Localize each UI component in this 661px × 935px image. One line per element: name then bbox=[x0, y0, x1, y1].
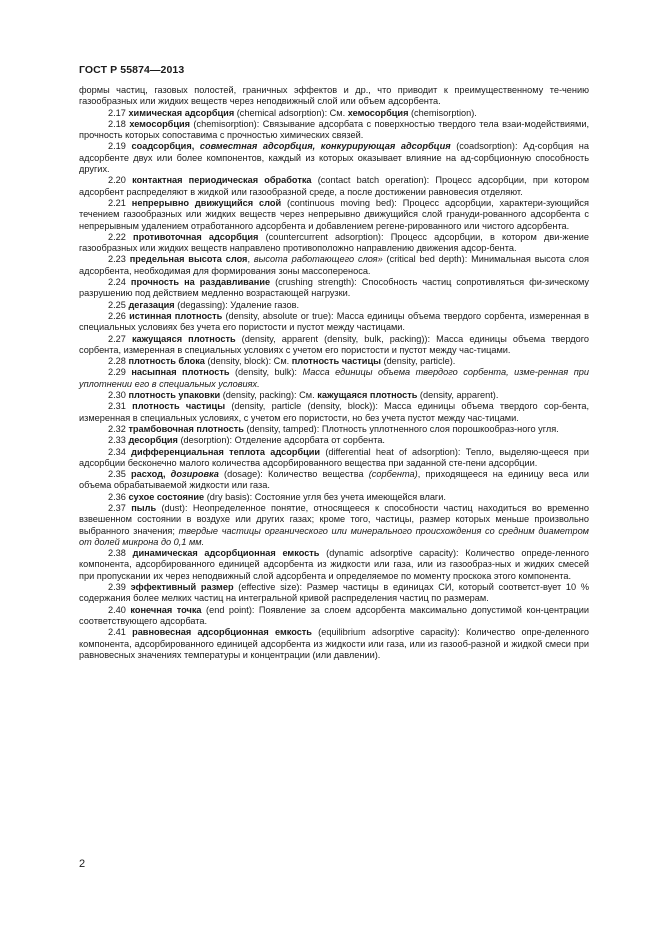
text-run: (density, particle (density, block)): Масса единицы объема твердого сор-бента, измеренная в специальных условиях, с учетом его пористости, но без учета пустот между час-тицами. bbox=[79, 401, 590, 423]
term-italic: твердые частицы органического или минерального происхождения со средним диаметром от долей микрона до 0,1 мм. bbox=[79, 525, 589, 547]
text-run: 2.27 bbox=[108, 333, 132, 344]
term-definition bbox=[79, 119, 589, 142]
text-run: 2.34 bbox=[108, 446, 132, 457]
text-run: 2.31 bbox=[108, 401, 133, 412]
term-definition bbox=[79, 605, 589, 628]
text-run: 2.36 bbox=[108, 491, 129, 502]
term-definition bbox=[79, 447, 589, 470]
term-italic: высота работающего слоя» bbox=[253, 254, 383, 265]
term-italic: (сорбента) bbox=[368, 469, 418, 480]
term-bold: динамическая адсорбционная емкость bbox=[132, 548, 320, 559]
text-run: 2.29 bbox=[108, 367, 132, 378]
text-run: (density, apparent). bbox=[417, 390, 499, 401]
term-definition bbox=[79, 367, 589, 390]
term-bold: дифференциальная теплота адсорбции bbox=[131, 446, 321, 457]
term-bold: расход, bbox=[131, 469, 171, 480]
text-run: (density, absolute or true): Масса единицы объема твердого сорбента, измеренная в специальных условиях без учета его пористости и пустот между частицами. bbox=[79, 310, 589, 333]
term-definition bbox=[79, 469, 589, 492]
text-run: 2.22 bbox=[108, 231, 134, 242]
term-bold: плотность упаковки bbox=[128, 390, 221, 401]
text-run: , bbox=[247, 254, 254, 265]
text-run: (end point): Появление за слоем адсорбента максимально допустимой кон-центрации соответствующего адсорбата. bbox=[79, 604, 589, 626]
term-definition bbox=[79, 435, 589, 446]
term-bold: трамбовочная плотность bbox=[128, 423, 244, 434]
text-run: , приходящееся на единицу веса или объема обрабатываемой жидкости или газа. bbox=[79, 469, 589, 491]
term-bold: непрерывно движущийся слой bbox=[131, 197, 282, 208]
text-run: (desorption): Отделение адсорбата от сорбента. bbox=[177, 435, 385, 446]
term-bold: предельная высота слоя bbox=[129, 254, 248, 265]
text-run: (contact batch operation): Процесс адсорбции, при котором адсорбент распределяют в жидкой или газообразной среде, а после достижении равновесия отделяют. bbox=[79, 175, 590, 197]
term-bold: эффективный размер bbox=[130, 582, 234, 593]
continued-paragraph bbox=[79, 85, 589, 108]
term-definition bbox=[79, 300, 589, 311]
term-bold: противоточная адсорбция bbox=[133, 231, 259, 242]
term-definition bbox=[79, 311, 589, 334]
term-bold: прочность на раздавливание bbox=[130, 277, 271, 288]
term-definition bbox=[79, 548, 589, 582]
term-bold: насыпная плотность bbox=[131, 367, 230, 378]
text-run: (crushing strength): Способность частиц сопротивляться фи-зическому разрушению под действием медленно возрастающей нагрузки. bbox=[79, 277, 589, 299]
text-run: (dust): Неопределенное понятие, относящееся к способности частиц находиться во временно взвешенном состоянии в воздухе или других газах; кроме того, частицы, размер которых меньше произвольно выбранного значения; bbox=[79, 502, 589, 536]
term-definition bbox=[79, 627, 589, 661]
term-definition bbox=[79, 424, 589, 435]
term-bold: истинная плотность bbox=[129, 310, 223, 321]
term-definition bbox=[79, 582, 589, 605]
term-definition bbox=[79, 334, 589, 357]
text-run: 2.35 bbox=[108, 469, 132, 480]
text-run: (chemical adsorption): См. bbox=[234, 107, 348, 118]
term-bold-italic: дозировка bbox=[170, 469, 219, 480]
text-run: (degassing): Удаление газов. bbox=[174, 299, 300, 310]
page-number: 2 bbox=[79, 858, 86, 870]
text-run: (critical bed depth): Минимальная высота слоя адсорбента, необходимая для формирования зоны массопереноса. bbox=[79, 254, 589, 276]
term-definition bbox=[79, 503, 589, 548]
term-bold: конечная точка bbox=[130, 604, 202, 615]
text-run: 2.17 bbox=[108, 107, 129, 118]
term-definition bbox=[79, 108, 589, 119]
text-run: (chemisorption). bbox=[408, 107, 477, 118]
text-run: (differential heat of adsorption): Тепло, выделяю-щееся при адсорбции бесконечно малого количества адсорбированного вещества при заданной сте-пени адсорбции. bbox=[79, 446, 589, 468]
term-definition bbox=[79, 390, 589, 401]
term-bold: плотность частицы bbox=[291, 356, 381, 367]
term-definition bbox=[79, 175, 589, 198]
term-bold-italic: совместная адсорбция, конкурирующая адсорбция bbox=[199, 141, 451, 152]
text-run: (density, apparent (density, bulk, packing)): Масса единицы объема твердого сорбента, измеренная в специальных условиях с учетом его пористости и пустот между час-тицами. bbox=[79, 333, 589, 355]
term-definition bbox=[79, 254, 589, 277]
term-bold: кажущаяся плотность bbox=[131, 333, 236, 344]
text-run: 2.37 bbox=[108, 502, 132, 513]
text-run: (dosage): Количество вещества bbox=[218, 469, 369, 480]
term-bold: плотность блока bbox=[128, 356, 205, 367]
text-run: (density, block): См. bbox=[204, 356, 292, 367]
text-run: 2.23 bbox=[108, 254, 130, 265]
text-run: (effective size): Размер частицы в единицах СИ, который соответст-вует 10 % содержания более мелких частиц на интегральной кривой распределения частиц по размерам. bbox=[79, 582, 590, 604]
text-run: 2.25 bbox=[108, 299, 129, 310]
term-bold: соадсорбция, bbox=[131, 141, 200, 152]
term-definition bbox=[79, 277, 589, 300]
term-definition bbox=[79, 198, 589, 232]
term-bold: кажущаяся плотность bbox=[317, 390, 418, 401]
text-run: (chemisorption): Связывание адсорбата с поверхностью твердого тела взаи-модействиями, прочность которых сопоставима с прочностью химических связей. bbox=[79, 118, 590, 141]
text-run: формы частиц, газовых полостей, граничных эффектов и др., что приводит к преимущественному те-чению газообразных или жидких веществ через неподвижный слой или объем адсорбента. bbox=[79, 85, 589, 107]
term-definition bbox=[79, 401, 589, 424]
text-run: 2.19 bbox=[108, 141, 132, 152]
term-bold: хемосорбция bbox=[347, 107, 409, 118]
term-bold: равновесная адсорбционная емкость bbox=[132, 627, 312, 638]
term-italic: Масса единицы объема твердого сорбента, изме-ренная при уплотнении его в специальных условиях. bbox=[79, 367, 589, 389]
term-definition bbox=[79, 356, 589, 367]
document-body bbox=[79, 85, 589, 661]
term-bold: сухое состояние bbox=[128, 491, 205, 502]
term-bold: пыль bbox=[131, 502, 157, 513]
text-run: (dynamic adsorptive capacity): Количество опреде-ленного компонента, адсорбированного единицей адсорбента из жидкости или газа, или из газообраз-ных и жидких смесей при пропускании их через неподвижный слой адсорбента и определяемое по моменту проскока этого компонента. bbox=[79, 548, 589, 581]
text-run: (continuous moving bed): Процесс адсорбции, характери-зующийся течением газообразных или жидких веществ через непрерывно движущийся слой грануди-рованного адсорбента с непрерывным удалением отработанного адсорбента и добавлением регене-рированного или чистого адсорбента. bbox=[79, 197, 589, 231]
text-run: (density, bulk): bbox=[229, 367, 303, 378]
text-run: (countercurrent adsorption): Процесс адсорбции, в котором дви-жение газообразных или жидких веществ направлено противоположно направлению движения адсор-бента. bbox=[79, 231, 589, 254]
text-run: (density, tamped): Плотность уплотненного слоя порошкообраз-ного угля. bbox=[243, 423, 559, 434]
term-bold: десорбция bbox=[128, 435, 178, 446]
text-run: 2.32 bbox=[108, 423, 129, 434]
text-run: 2.28 bbox=[108, 356, 129, 367]
term-definition bbox=[79, 232, 589, 255]
term-bold: контактная периодическая обработка bbox=[132, 175, 312, 186]
text-run: 2.41 bbox=[108, 627, 133, 638]
text-run: 2.20 bbox=[108, 175, 133, 186]
term-bold: плотность частицы bbox=[132, 401, 226, 412]
term-bold: химическая адсорбция bbox=[128, 107, 235, 118]
text-run: 2.38 bbox=[108, 548, 133, 559]
text-run: (coadsorption): Ад-сорбция на адсорбенте двух или более компонентов, каждый из которых оказывает влияние на ад-сорбционную способность других. bbox=[79, 141, 589, 175]
text-run: 2.33 bbox=[108, 435, 129, 446]
text-run: 2.26 bbox=[108, 310, 130, 321]
text-run: 2.39 bbox=[108, 582, 131, 593]
term-bold: хемосорбция bbox=[129, 118, 191, 129]
text-run: 2.18 bbox=[108, 118, 130, 129]
text-run: (equilibrium adsorptive capacity): Количество опре-деленного компонента, адсорбированного единицей адсорбента из жидкости или газа, или из газооб-разной и жидкой смеси при равновесных значениях температуры и концентрации (или давлении). bbox=[79, 627, 589, 660]
text-run: 2.24 bbox=[108, 277, 131, 288]
text-run: 2.21 bbox=[108, 197, 132, 208]
text-run: 2.40 bbox=[108, 604, 131, 615]
text-run: (density, packing): См. bbox=[220, 390, 318, 401]
term-bold: дегазация bbox=[128, 299, 175, 310]
text-run: (dry basis): Состояние угля без учета имеющейся влаги. bbox=[204, 491, 446, 502]
term-definition bbox=[79, 141, 589, 175]
text-run: 2.30 bbox=[108, 390, 129, 401]
term-definition bbox=[79, 492, 589, 503]
text-run: (density, particle). bbox=[380, 356, 456, 367]
document-header: ГОСТ Р 55874—2013 bbox=[79, 64, 185, 76]
